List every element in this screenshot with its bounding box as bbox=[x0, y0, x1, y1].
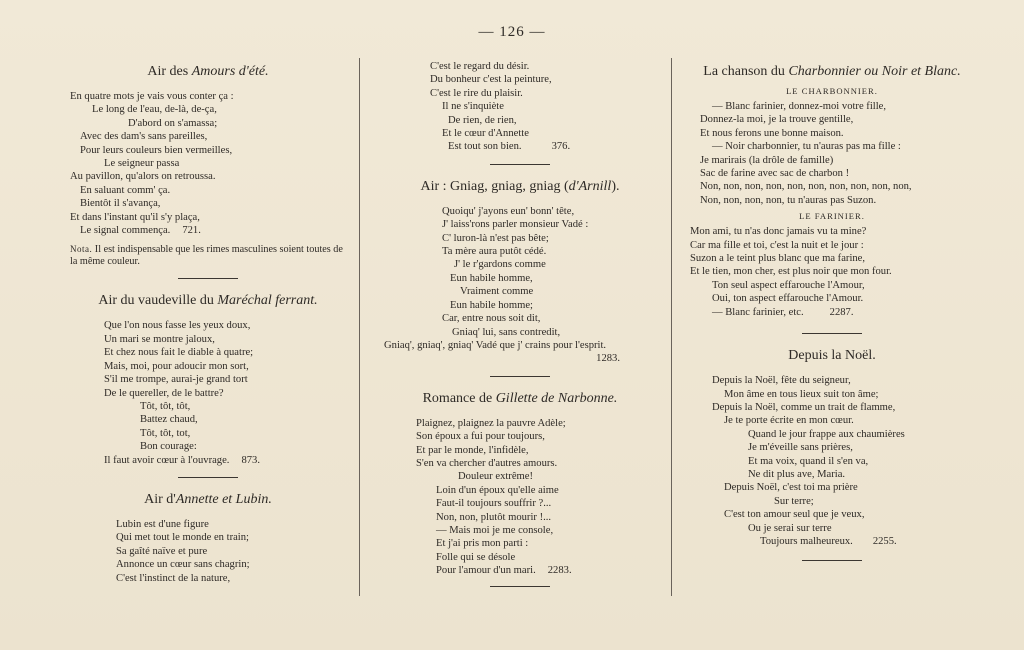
song-title bbox=[70, 293, 346, 309]
lyric-line: Un mari se montre jaloux, bbox=[104, 333, 215, 345]
song-title-italic: Charbonnier ou Noir et Blanc. bbox=[788, 64, 961, 79]
lyric-line: Tôt, tôt, tot, bbox=[140, 427, 191, 439]
lyric-line: Plaignez, plaignez la pauvre Adèle; bbox=[416, 417, 566, 429]
lyric-line: Car, entre nous soit dit, bbox=[442, 313, 541, 325]
song-depuis-la-noel bbox=[690, 348, 974, 548]
song-title-prefix: Air du vaudeville du bbox=[98, 293, 218, 309]
lyric-line: Vraiment comme bbox=[460, 286, 534, 298]
song-marechal-ferrant bbox=[70, 293, 346, 466]
separator-rule bbox=[490, 164, 550, 165]
lyric-line: Et j'ai pris mon parti : bbox=[436, 538, 529, 550]
separator-rule bbox=[490, 586, 550, 587]
song-lyrics bbox=[70, 319, 346, 466]
lyric-line: Gniaq', gniaq', gniaq' Vadé que j' crains pour l'esprit. bbox=[384, 339, 607, 351]
song-title-italic: Maréchal ferrant. bbox=[217, 293, 318, 309]
lyric-line: Annonce un cœur sans chagrin; bbox=[116, 559, 250, 571]
lyric-line bbox=[690, 535, 974, 548]
lyric-line: Lubin est d'une figure bbox=[116, 518, 209, 530]
lyric-text: Est tout son bien. bbox=[448, 141, 522, 153]
song-title-italic: d'Arnill bbox=[568, 178, 612, 194]
lyric-line bbox=[70, 224, 346, 237]
song-title bbox=[372, 391, 668, 407]
lyric-line: D'abord on s'amassa; bbox=[128, 117, 218, 129]
song-title bbox=[70, 492, 346, 508]
song-number: 2283. bbox=[547, 565, 572, 577]
lyric-line: Ou je serai sur terre bbox=[748, 522, 832, 534]
lyric-text: Il faut avoir cœur à l'ouvrage. bbox=[104, 454, 230, 466]
lyric-line: Depuis la Noël, comme un trait de flamme, bbox=[712, 401, 896, 413]
lyric-line: Sur terre; bbox=[774, 495, 814, 507]
lyric-line: Bon courage: bbox=[140, 441, 197, 453]
lyric-line: S'il me trompe, aurai-je grand tort bbox=[104, 374, 248, 386]
song-gniag bbox=[372, 179, 668, 366]
song-gillette-de-narbonne bbox=[372, 391, 668, 578]
lyric-line: — Noir charbonnier, tu n'auras pas ma fille : bbox=[712, 141, 901, 153]
song-charbonnier bbox=[690, 64, 974, 319]
note-label: Nota. bbox=[70, 244, 93, 255]
song-number: 2255. bbox=[872, 535, 897, 547]
lyric-line: Loin d'un époux qu'elle aime bbox=[436, 484, 559, 496]
lyric-line: Que l'on nous fasse les yeux doux, bbox=[104, 320, 251, 332]
lyric-line: — Mais moi je me console, bbox=[436, 524, 554, 536]
lyric-line: Pour leurs couleurs bien vermeilles, bbox=[80, 144, 233, 156]
lyric-line: Du bonheur c'est la peinture, bbox=[430, 74, 552, 86]
lyric-line: C'est le rire du plaisir. bbox=[430, 87, 523, 99]
lyric-line: Car ma fille et toi, c'est la nuit et le jour : bbox=[690, 239, 864, 251]
song-lyrics bbox=[372, 205, 668, 366]
song-title-prefix: Air : Gniag, gniag, gniag ( bbox=[420, 178, 569, 194]
separator-rule bbox=[802, 333, 862, 334]
lyric-line: Au pavillon, qu'alors on retroussa. bbox=[70, 171, 216, 183]
lyric-line: Et ma voix, quand il s'en va, bbox=[748, 455, 869, 467]
lyric-line: Suzon a le teint plus blanc que ma farine, bbox=[690, 253, 866, 265]
lyric-line: C'est ton amour seul que je veux, bbox=[724, 509, 865, 521]
song-lyrics bbox=[690, 100, 974, 207]
lyric-line: Et nous ferons une bonne maison. bbox=[700, 127, 844, 139]
lyric-line: Battez chaud, bbox=[140, 414, 198, 426]
lyric-line: Mon ami, tu n'as donc jamais vu ta mine? bbox=[690, 226, 867, 238]
lyric-line: Ton seul aspect effarouche l'Amour, bbox=[712, 279, 865, 291]
right-column bbox=[690, 56, 974, 575]
song-title-prefix: La chanson du bbox=[703, 64, 789, 79]
song-title bbox=[690, 64, 974, 80]
speaker-heading: LE CHARBONNIER. bbox=[786, 86, 878, 96]
song-lyrics bbox=[690, 225, 974, 319]
lyric-line: Depuis Noël, c'est toi ma prière bbox=[724, 482, 858, 494]
song-lyrics bbox=[372, 417, 668, 578]
lyric-line: C' luron-là n'est pas bête; bbox=[442, 232, 549, 244]
middle-column bbox=[372, 60, 668, 601]
lyric-line: Eun habile homme; bbox=[450, 299, 533, 311]
lyric-line: En quatre mots je vais vous conter ça : bbox=[70, 91, 234, 102]
lyric-line: Gniaq' lui, sans contredit, bbox=[452, 326, 561, 338]
song-continuation bbox=[372, 60, 668, 154]
song-title-italic: Gillette de Narbonne. bbox=[495, 390, 618, 406]
song-lyrics bbox=[690, 374, 974, 548]
lyric-line: J' le r'gardons comme bbox=[454, 259, 546, 271]
song-title-italic: Annette et Lubin. bbox=[175, 491, 272, 507]
lyric-line: — Blanc farinier, donnez-moi votre fille, bbox=[712, 101, 887, 112]
song-number: 376. bbox=[551, 141, 571, 153]
song-number: 873. bbox=[241, 454, 260, 466]
song-number: 721. bbox=[182, 225, 201, 237]
lyric-line: De rien, de rien, bbox=[448, 114, 517, 126]
song-title: Depuis la Noël. bbox=[788, 348, 876, 364]
song-title bbox=[372, 179, 668, 195]
lyric-line: Bientôt il s'avança, bbox=[80, 198, 161, 210]
song-number: 1283. bbox=[596, 353, 620, 365]
lyric-line: Le long de l'eau, de-là, de-ça, bbox=[92, 104, 217, 116]
lyric-line: Non, non, plutôt mourir !... bbox=[436, 511, 552, 523]
lyric-line: C'est le regard du désir. bbox=[430, 61, 530, 72]
lyric-line: Faut-il toujours souffrir ?... bbox=[436, 498, 552, 510]
separator-rule bbox=[178, 477, 238, 478]
lyric-line: Qui met tout le monde en train; bbox=[116, 532, 249, 544]
lyric-text: Pour l'amour d'un mari. bbox=[436, 565, 536, 577]
lyric-line: Mais, moi, pour adoucir mon sort, bbox=[104, 360, 249, 372]
song-amours-d-ete bbox=[70, 64, 346, 268]
lyric-line: Non, non, non, non, non, non, non, non, non, non, bbox=[700, 181, 912, 193]
speaker-heading: LE FARINIER. bbox=[799, 211, 865, 222]
lyric-line: J' laiss'rons parler monsieur Vadé : bbox=[442, 219, 589, 231]
lyric-line: Ta mère aura putôt cédé. bbox=[442, 246, 547, 258]
lyric-line bbox=[372, 564, 668, 577]
lyric-line: Et le tien, mon cher, est plus noir que mon four. bbox=[690, 266, 892, 278]
lyric-line bbox=[690, 306, 974, 319]
song-annette-et-lubin bbox=[70, 492, 346, 585]
lyric-line: Ne dit plus ave, Maria. bbox=[748, 468, 846, 480]
lyric-line: Je m'éveille sans prières, bbox=[748, 442, 853, 454]
column-divider-left bbox=[359, 58, 360, 596]
lyric-line: Donnez-la moi, je la trouve gentille, bbox=[700, 114, 854, 126]
lyric-line: Depuis la Noël, fête du seigneur, bbox=[712, 375, 851, 387]
song-title-prefix: Air d' bbox=[144, 491, 176, 507]
lyric-line: De le quereller, de le battre? bbox=[104, 387, 224, 399]
lyric-line: Et le cœur d'Annette bbox=[442, 128, 529, 140]
page-number: — 126 — bbox=[478, 24, 546, 40]
song-lyrics bbox=[70, 518, 346, 585]
lyric-line: S'en va chercher d'autres amours. bbox=[416, 457, 558, 469]
song-title-prefix: Air des bbox=[147, 64, 192, 79]
lyric-line: Sac de farine avec sac de charbon ! bbox=[700, 168, 850, 180]
lyric-text: Le signal commença. bbox=[80, 225, 171, 237]
song-lyrics bbox=[372, 60, 668, 154]
song-title-prefix: Romance de bbox=[422, 390, 496, 406]
lyric-line: En saluant comm' ça. bbox=[80, 184, 171, 196]
lyric-line: Sa gaîté naïve et pure bbox=[116, 545, 208, 557]
song-lyrics bbox=[70, 90, 346, 237]
song-title-suffix: ). bbox=[611, 178, 620, 194]
lyric-line: Tôt, tôt, tôt, bbox=[140, 400, 191, 412]
lyric-line: Oui, ton aspect effarouche l'Amour. bbox=[712, 293, 864, 305]
lyric-line: Mon âme en tous lieux suit ton âme; bbox=[724, 388, 879, 400]
note-text: Il est indispensable que les rimes masculines soient toutes de la même couleur. bbox=[70, 244, 343, 268]
lyric-line: Douleur extrême! bbox=[458, 471, 534, 483]
lyric-text: Toujours malheureux. bbox=[760, 535, 853, 547]
lyric-line: Le seigneur passa bbox=[104, 158, 180, 170]
lyric-line: Quand le jour frappe aux chaumières bbox=[748, 428, 905, 440]
lyric-text: — Blanc farinier, etc. bbox=[712, 306, 804, 318]
lyric-line: Son époux a fui pour toujours, bbox=[416, 431, 545, 443]
lyric-line: Quoiqu' j'ayons eun' bonn' tête, bbox=[442, 205, 575, 217]
column-divider-right bbox=[671, 58, 672, 596]
lyric-line: Et par le monde, l'infidèle, bbox=[416, 444, 529, 456]
separator-rule bbox=[802, 560, 862, 561]
lyric-line: Il ne s'inquiète bbox=[442, 101, 504, 113]
lyric-line: Et chez nous fait le diable à quatre; bbox=[104, 347, 254, 359]
lyric-line: C'est l'instinct de la nature, bbox=[116, 572, 231, 584]
lyric-line: Et dans l'instant qu'il s'y plaça, bbox=[70, 211, 200, 223]
lyric-line: Je te porte écrite en mon cœur. bbox=[724, 415, 854, 427]
lyric-line: Folle qui se désole bbox=[436, 551, 516, 563]
separator-rule bbox=[490, 376, 550, 377]
lyric-line bbox=[372, 140, 668, 153]
separator-rule bbox=[178, 278, 238, 279]
lyric-line: Je marirais (la drôle de famille) bbox=[700, 154, 834, 166]
lyric-line: Eun habile homme, bbox=[450, 272, 533, 284]
lyric-line: Non, non, non, non, tu n'auras pas Suzon. bbox=[700, 194, 877, 206]
lyric-line: Avec des dam's sans pareilles, bbox=[80, 131, 208, 143]
lyric-line bbox=[70, 454, 346, 467]
song-title bbox=[70, 64, 346, 80]
left-column bbox=[70, 56, 346, 585]
song-number: 2287. bbox=[829, 306, 854, 318]
song-note bbox=[70, 243, 346, 268]
song-title-italic: Amours d'été. bbox=[191, 64, 269, 79]
